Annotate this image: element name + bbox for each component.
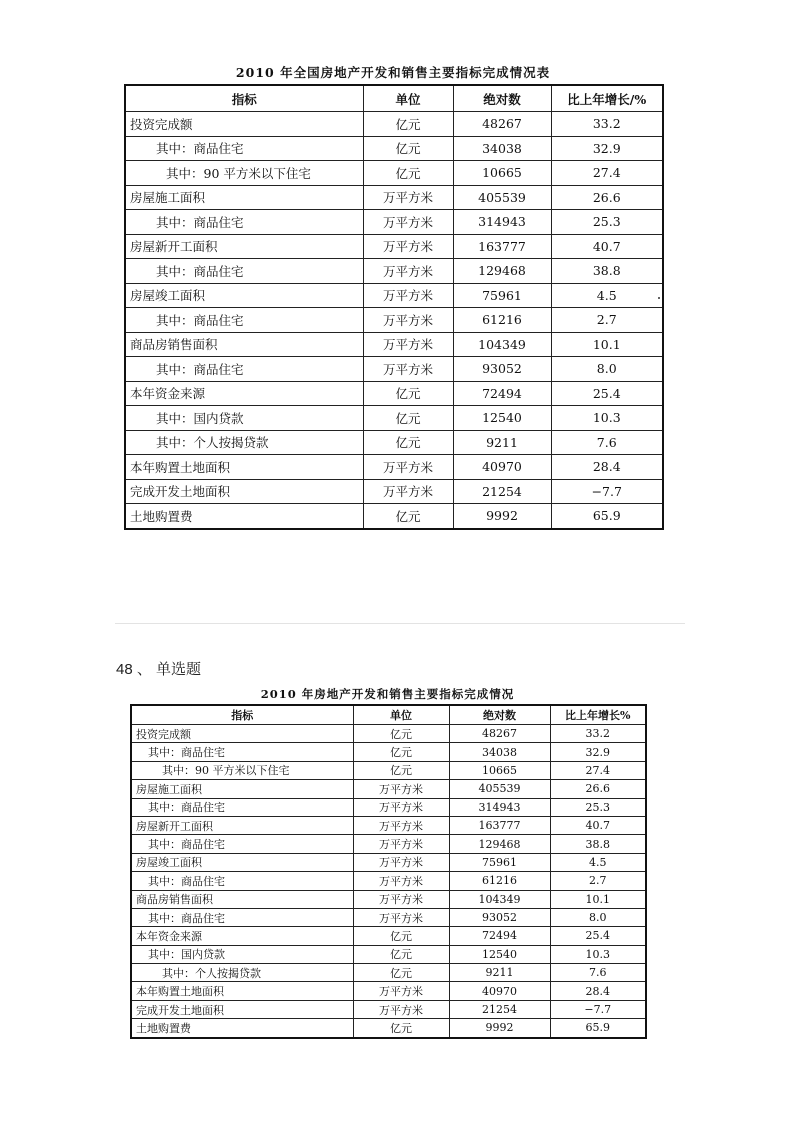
absolute-value-cell: 61216 [453,308,551,333]
growth-rate-cell: 27.4 [550,761,646,779]
unit-cell: 亿元 [353,725,449,743]
unit-cell: 万平方米 [353,835,449,853]
unit-cell: 亿元 [353,964,449,982]
absolute-value-cell: 314943 [453,210,551,235]
header-indicator: 指标 [125,85,363,112]
unit-cell: 万平方米 [363,479,453,504]
indicator-cell: 其中：个人按揭贷款 [131,964,353,982]
absolute-value-cell: 104349 [449,890,550,908]
growth-rate-cell: 2.7 [551,308,663,333]
unit-cell: 万平方米 [353,982,449,1000]
unit-cell: 万平方米 [363,308,453,333]
indicator-cell: 其中：国内贷款 [131,945,353,963]
growth-rate-cell: 10.1 [551,332,663,357]
table-row [131,780,646,798]
absolute-value-cell: 9992 [449,1019,550,1038]
growth-rate-cell: −7.7 [550,1000,646,1018]
growth-rate-cell: 33.2 [550,725,646,743]
header-absolute: 绝对数 [453,85,551,112]
indicator-cell: 商品房销售面积 [125,332,363,357]
unit-cell: 万平方米 [363,357,453,382]
table-row [125,430,663,455]
indicator-cell: 房屋竣工面积 [125,283,363,308]
indicator-cell: 其中：商品住宅 [131,908,353,926]
indicator-cell: 其中：商品住宅 [131,872,353,890]
growth-rate-cell: 8.0 [551,357,663,382]
unit-cell: 亿元 [363,406,453,431]
absolute-value-cell: 40970 [449,982,550,1000]
indicator-cell: 房屋施工面积 [131,780,353,798]
growth-rate-cell: 10.1 [550,890,646,908]
unit-cell: 万平方米 [363,185,453,210]
growth-rate-cell: 38.8 [551,259,663,284]
table-1-title: 2010 年全国房地产开发和销售主要指标完成情况表 [235,65,551,80]
unit-cell: 亿元 [363,161,453,186]
indicator-cell: 本年购置土地面积 [131,982,353,1000]
indicator-cell: 其中：商品住宅 [125,210,363,235]
unit-cell: 亿元 [363,381,453,406]
unit-cell: 亿元 [363,112,453,137]
indicator-cell: 其中：个人按揭贷款 [125,430,363,455]
unit-cell: 亿元 [353,1019,449,1038]
indicator-cell: 其中：商品住宅 [131,798,353,816]
absolute-value-cell: 9992 [453,504,551,529]
growth-rate-cell: 25.3 [551,210,663,235]
absolute-value-cell: 12540 [449,945,550,963]
table-row [125,504,663,529]
indicator-cell: 其中：90 平方米以下住宅 [125,161,363,186]
absolute-value-cell: 9211 [453,430,551,455]
unit-cell: 万平方米 [353,780,449,798]
header-unit: 单位 [353,705,449,725]
table-row [131,761,646,779]
growth-rate-cell: 28.4 [550,982,646,1000]
indicator-cell: 土地购置费 [125,504,363,529]
table-row [125,357,663,382]
unit-cell: 万平方米 [353,890,449,908]
section-divider [115,623,685,624]
indicator-cell: 其中：商品住宅 [125,259,363,284]
absolute-value-cell: 104349 [453,332,551,357]
growth-rate-cell: 26.6 [551,185,663,210]
table-2 [130,704,647,1039]
unit-cell: 亿元 [353,743,449,761]
table-2-title: 2010 年房地产开发和销售主要指标完成情况 [260,687,515,701]
table-row [131,743,646,761]
unit-cell: 万平方米 [353,816,449,834]
table-row [125,381,663,406]
indicator-cell: 其中：商品住宅 [131,835,353,853]
absolute-value-cell: 12540 [453,406,551,431]
absolute-value-cell: 129468 [453,259,551,284]
growth-rate-cell: 25.4 [550,927,646,945]
table-1-header-row [125,85,663,112]
table-row [131,927,646,945]
table-row [125,332,663,357]
header-unit: 单位 [363,85,453,112]
table-row [125,308,663,333]
growth-rate-cell: 4.5 [551,283,663,308]
table-row [131,1000,646,1018]
table-row [125,210,663,235]
indicator-cell: 投资完成额 [125,112,363,137]
growth-rate-cell: 33.2 [551,112,663,137]
absolute-value-cell: 9211 [449,964,550,982]
growth-rate-cell: 4.5 [550,853,646,871]
table-row [131,816,646,834]
indicator-cell: 完成开发土地面积 [131,1000,353,1018]
header-growth: 比上年增长% [550,705,646,725]
growth-rate-cell: 40.7 [550,816,646,834]
table-1 [124,84,664,530]
table-row [131,964,646,982]
table-1-body [125,112,663,529]
scanned-table-2 [130,684,645,1039]
growth-rate-cell: 25.3 [550,798,646,816]
table-2-header-row [131,705,646,725]
table-row [131,890,646,908]
absolute-value-cell: 405539 [449,780,550,798]
table-row [125,112,663,137]
indicator-cell: 房屋新开工面积 [125,234,363,259]
unit-cell: 亿元 [363,430,453,455]
indicator-cell: 其中：商品住宅 [125,308,363,333]
absolute-value-cell: 93052 [449,908,550,926]
header-indicator: 指标 [131,705,353,725]
scan-speck [658,297,660,299]
absolute-value-cell: 34038 [449,743,550,761]
growth-rate-cell: 2.7 [550,872,646,890]
unit-cell: 万平方米 [363,283,453,308]
table-row [125,259,663,284]
unit-cell: 万平方米 [363,332,453,357]
absolute-value-cell: 163777 [453,234,551,259]
table-row [125,479,663,504]
growth-rate-cell: 40.7 [551,234,663,259]
indicator-cell: 本年资金来源 [131,927,353,945]
unit-cell: 亿元 [353,761,449,779]
indicator-cell: 其中：商品住宅 [125,357,363,382]
growth-rate-cell: 27.4 [551,161,663,186]
absolute-value-cell: 163777 [449,816,550,834]
unit-cell: 万平方米 [353,872,449,890]
table-row [131,1019,646,1038]
growth-rate-cell: 32.9 [550,743,646,761]
absolute-value-cell: 93052 [453,357,551,382]
indicator-cell: 房屋新开工面积 [131,816,353,834]
unit-cell: 万平方米 [363,210,453,235]
table-2-body [131,725,646,1038]
unit-cell: 万平方米 [363,234,453,259]
unit-cell: 万平方米 [363,259,453,284]
table-row [131,982,646,1000]
unit-cell: 万平方米 [363,455,453,480]
growth-rate-cell: 26.6 [550,780,646,798]
absolute-value-cell: 40970 [453,455,551,480]
table-row [125,455,663,480]
unit-cell: 亿元 [363,136,453,161]
absolute-value-cell: 129468 [449,835,550,853]
growth-rate-cell: 38.8 [550,835,646,853]
growth-rate-cell: 28.4 [551,455,663,480]
table-row [131,798,646,816]
growth-rate-cell: 10.3 [550,945,646,963]
growth-rate-cell: 65.9 [551,504,663,529]
absolute-value-cell: 34038 [453,136,551,161]
absolute-value-cell: 61216 [449,872,550,890]
absolute-value-cell: 21254 [453,479,551,504]
absolute-value-cell: 48267 [449,725,550,743]
indicator-cell: 本年资金来源 [125,381,363,406]
scanned-table-1 [124,62,662,530]
indicator-cell: 土地购置费 [131,1019,353,1038]
table-row [131,945,646,963]
absolute-value-cell: 405539 [453,185,551,210]
table-row [131,872,646,890]
absolute-value-cell: 72494 [453,381,551,406]
indicator-cell: 其中：商品住宅 [125,136,363,161]
indicator-cell: 其中：国内贷款 [125,406,363,431]
unit-cell: 万平方米 [353,908,449,926]
unit-cell: 万平方米 [353,798,449,816]
indicator-cell: 房屋竣工面积 [131,853,353,871]
table-row [125,161,663,186]
table-row [125,185,663,210]
absolute-value-cell: 314943 [449,798,550,816]
table-row [125,283,663,308]
indicator-cell: 其中：商品住宅 [131,743,353,761]
growth-rate-cell: 25.4 [551,381,663,406]
absolute-value-cell: 10665 [453,161,551,186]
unit-cell: 亿元 [363,504,453,529]
unit-cell: 万平方米 [353,853,449,871]
unit-cell: 亿元 [353,945,449,963]
header-growth: 比上年增长/% [551,85,663,112]
unit-cell: 亿元 [353,927,449,945]
table-row [131,853,646,871]
header-absolute: 绝对数 [449,705,550,725]
table-row [131,835,646,853]
growth-rate-cell: −7.7 [551,479,663,504]
unit-cell: 万平方米 [353,1000,449,1018]
growth-rate-cell: 32.9 [551,136,663,161]
absolute-value-cell: 10665 [449,761,550,779]
absolute-value-cell: 75961 [449,853,550,871]
question-label: 48 、 单选题 [116,661,202,678]
growth-rate-cell: 7.6 [550,964,646,982]
absolute-value-cell: 21254 [449,1000,550,1018]
indicator-cell: 商品房销售面积 [131,890,353,908]
growth-rate-cell: 65.9 [550,1019,646,1038]
absolute-value-cell: 48267 [453,112,551,137]
indicator-cell: 其中：90 平方米以下住宅 [131,761,353,779]
absolute-value-cell: 75961 [453,283,551,308]
indicator-cell: 投资完成额 [131,725,353,743]
table-row [125,406,663,431]
table-row [125,136,663,161]
table-row [125,234,663,259]
absolute-value-cell: 72494 [449,927,550,945]
table-row [131,725,646,743]
indicator-cell: 完成开发土地面积 [125,479,363,504]
indicator-cell: 房屋施工面积 [125,185,363,210]
growth-rate-cell: 7.6 [551,430,663,455]
indicator-cell: 本年购置土地面积 [125,455,363,480]
table-row [131,908,646,926]
growth-rate-cell: 10.3 [551,406,663,431]
growth-rate-cell: 8.0 [550,908,646,926]
